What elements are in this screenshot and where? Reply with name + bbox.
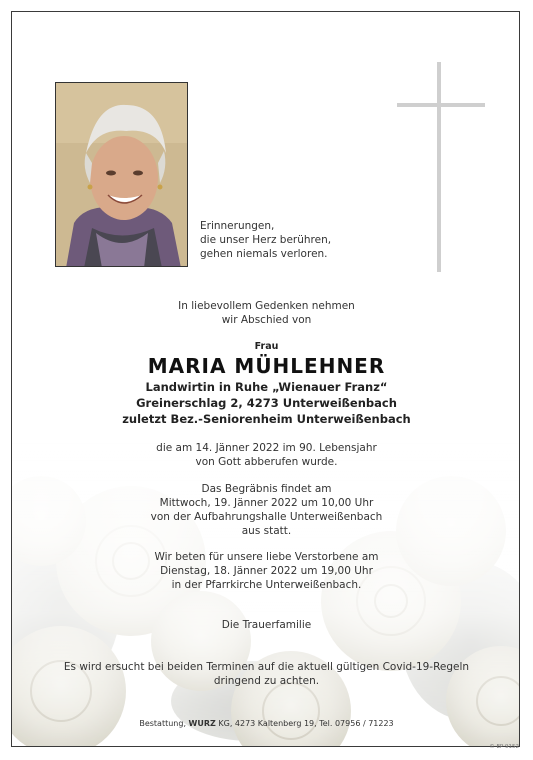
portrait-image xyxy=(56,83,188,267)
prayer-line: Wir beten für unsere liebe Verstorbene am xyxy=(154,551,379,563)
family-signature: Die Trauerfamilie xyxy=(221,619,312,631)
death-notice xyxy=(0,441,533,469)
funeral-line: Das Begräbnis findet am xyxy=(201,483,332,495)
footer-prefix: Bestattung xyxy=(139,719,184,728)
death-line: von Gott abberufen wurde. xyxy=(195,456,338,468)
footer-details: KG, 4273 Kaltenberg 19, Tel. 07956 / 71223 xyxy=(218,719,394,728)
covid-line: Es wird ersucht bei beiden Terminen auf die aktuell gültigen Covid-19-Regeln xyxy=(63,661,470,673)
intro-line: wir Abschied von xyxy=(221,314,312,326)
portrait-photo xyxy=(55,82,188,267)
salutation: Frau xyxy=(254,341,279,352)
covid-notice xyxy=(0,660,533,688)
intro-text xyxy=(0,299,533,327)
prayer-line: Dienstag, 18. Jänner 2022 um 19,00 Uhr xyxy=(160,565,373,577)
memorial-quote xyxy=(200,219,331,261)
address-line: Greinerschlag 2, 4273 Unterweißenbach xyxy=(136,396,397,410)
document-code: © EP 9152 xyxy=(489,744,519,750)
quote-line: gehen niemals verloren. xyxy=(200,248,328,260)
death-line: die am 14. Jänner 2022 im 90. Lebensjahr xyxy=(156,442,377,454)
cross-icon xyxy=(397,62,485,272)
covid-line: dringend zu achten. xyxy=(213,675,320,687)
prayer-info xyxy=(0,550,533,592)
deceased-name: MARIA MÜHLEHNER xyxy=(147,354,386,378)
prayer-line: in der Pfarrkirche Unterweißenbach. xyxy=(171,579,362,591)
funeral-info xyxy=(0,482,533,538)
footer-company: WURZ xyxy=(188,719,216,728)
funeral-line: aus statt. xyxy=(241,525,292,537)
occupation-line: Landwirtin in Ruhe „Wienauer Franz“ xyxy=(145,380,388,394)
funeral-line: Mittwoch, 19. Jänner 2022 um 10,00 Uhr xyxy=(159,497,374,509)
quote-line: Erinnerungen, xyxy=(200,220,275,232)
person-details xyxy=(0,379,533,427)
quote-line: die unser Herz berühren, xyxy=(200,234,332,246)
undertaker-footer: Bestattung, WURZ KG, 4273 Kaltenberg 19, Tel. 07956 / 71223 xyxy=(139,719,394,728)
funeral-line: von der Aufbahrungshalle Unterweißenbach xyxy=(150,511,383,523)
intro-line: In liebevollem Gedenken nehmen xyxy=(178,300,355,312)
residence-line: zuletzt Bez.-Seniorenheim Unterweißenbach xyxy=(122,412,411,426)
